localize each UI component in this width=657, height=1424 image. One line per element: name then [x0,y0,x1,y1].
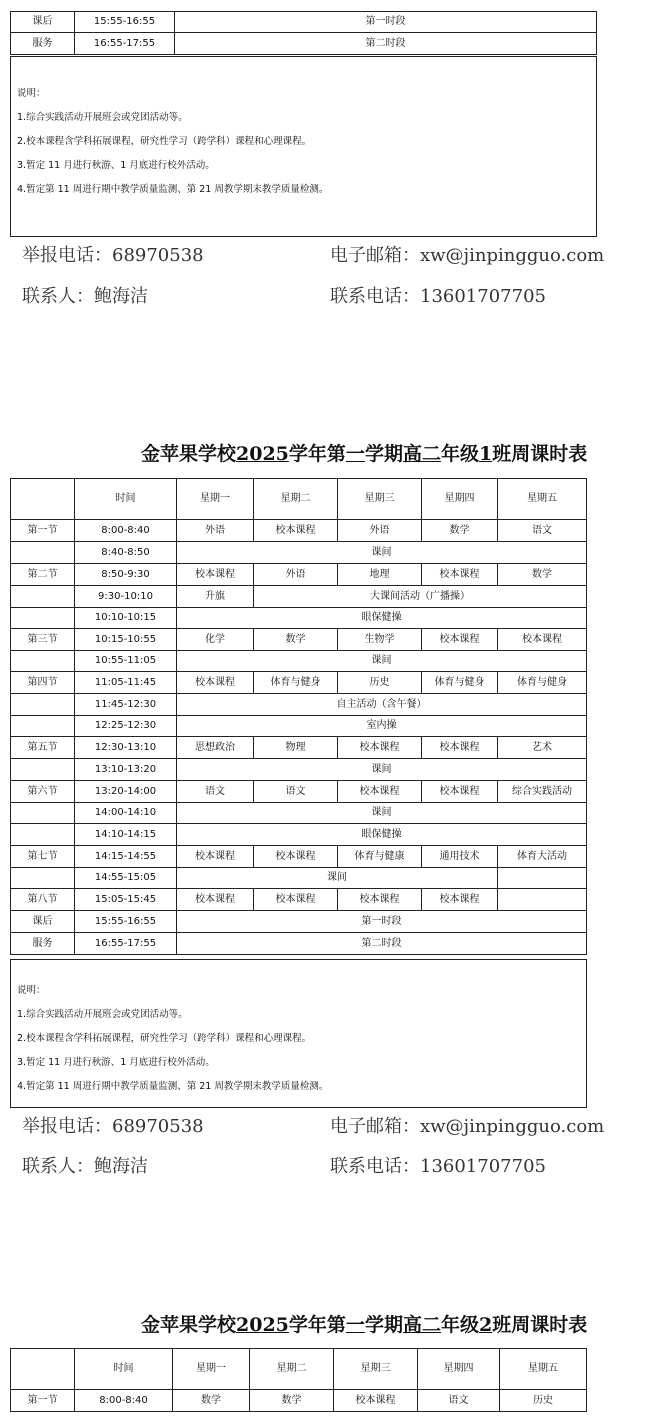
class-cell: 历史 [500,1390,587,1412]
class-cell: 数学 [254,629,338,651]
time-cell: 16:55-17:55 [75,33,175,55]
header-thursday: 星期四 [422,479,498,520]
class-cell: 校本课程 [338,737,422,759]
class-cell: 思想政治 [177,737,254,759]
contact-phone: 联系电话：13601707705 [330,286,546,307]
timetable-title: 金苹果学校2025学年第一学期高二年级2班周课时表 [141,1314,588,1336]
notes-box [10,959,587,1108]
period-cell: 第三节 [11,629,75,651]
period-cell: 第六节 [11,781,75,803]
header-monday: 星期一 [177,479,254,520]
top-schedule-fragment [10,11,597,55]
class-cell: 校本课程 [177,846,254,868]
time-cell: 10:15-10:55 [75,629,177,651]
time-cell: 15:55-16:55 [75,911,177,933]
break-cell: 自主活动（含午餐） [177,694,587,716]
break-cell: 眼保健操 [177,608,587,629]
class-cell: 校本课程 [177,889,254,911]
class-cell: 化学 [177,629,254,651]
note-item: 1.综合实践活动开展班会或党团活动等。 [17,112,188,123]
class-cell: 数学 [173,1390,250,1412]
note-item: 2.校本课程含学科拓展课程，研究性学习（跨学科）课程和心理课程。 [17,1033,312,1044]
time-cell: 15:05-15:45 [75,889,177,911]
header-tuesday: 星期二 [254,479,338,520]
break-cell: 眼保健操 [177,824,587,846]
class-cell: 体育大活动 [498,846,587,868]
period-cell: 第二节 [11,564,75,586]
time-cell: 8:40-8:50 [75,542,177,564]
period-cell [11,608,75,629]
time-cell: 13:10-13:20 [75,759,177,781]
time-cell: 8:50-9:30 [75,564,177,586]
time-cell: 16:55-17:55 [75,933,177,955]
class-cell: 校本课程 [254,889,338,911]
class-cell: 地理 [338,564,422,586]
break-cell: 课间 [177,803,587,824]
period-cell: 第一节 [11,1390,75,1412]
class-cell: 体育与健身 [254,672,338,694]
class-cell: 校本课程 [422,629,498,651]
class-cell: 体育与健身 [422,672,498,694]
class-cell: 外语 [254,564,338,586]
time-cell: 14:10-14:15 [75,824,177,846]
time-cell: 11:05-11:45 [75,672,177,694]
after-school-cell: 第一时段 [177,911,587,933]
period-cell [11,803,75,824]
period-cell: 第四节 [11,672,75,694]
period-cell: 服务 [11,33,75,55]
class-cell: 语文 [177,781,254,803]
empty-cell [498,868,587,889]
period-cell: 课后 [11,12,75,33]
class-cell: 语文 [254,781,338,803]
header-time: 时间 [75,479,177,520]
class-cell: 校本课程 [338,781,422,803]
class-cell: 校本课程 [422,564,498,586]
class-cell: 数学 [422,520,498,542]
period-cell [11,716,75,737]
class-cell: 历史 [338,672,422,694]
break-cell: 课间 [177,651,587,672]
period-cell [11,651,75,672]
break-cell: 课间 [177,759,587,781]
timetable-class-1 [10,478,587,955]
header-blank [11,479,75,520]
time-cell: 10:55-11:05 [75,651,177,672]
class-cell: 外语 [338,520,422,542]
period-cell [11,694,75,716]
class-cell: 校本课程 [498,629,587,651]
break-cell: 大课间活动（广播操） [254,586,587,608]
email: 电子邮箱：xw@jinpingguo.com [330,1116,605,1137]
after-school-cell: 第二时段 [177,933,587,955]
period-cell: 服务 [11,933,75,955]
contact-person: 联系人：鲍海洁 [22,286,148,307]
period-cell: 第五节 [11,737,75,759]
time-cell: 8:00-8:40 [75,1390,173,1412]
class-cell: 校本课程 [177,564,254,586]
note-item: 4.暂定第 11 周进行期中教学质量监测、第 21 周教学期末教学质量检测。 [17,184,329,195]
period-cell [11,868,75,889]
break-cell: 课间 [177,868,498,889]
notes-heading: 说明： [17,88,46,99]
period-cell: 第八节 [11,889,75,911]
time-cell: 12:25-12:30 [75,716,177,737]
class-cell: 语文 [498,520,587,542]
timetable-title: 金苹果学校2025学年第一学期高二年级1班周课时表 [141,443,588,465]
class-cell: 数学 [498,564,587,586]
time-cell: 15:55-16:55 [75,12,175,33]
note-item: 4.暂定第 11 周进行期中教学质量监测、第 21 周教学期末教学质量检测。 [17,1081,329,1092]
class-cell: 体育与健身 [498,672,587,694]
time-cell: 13:20-14:00 [75,781,177,803]
header-friday: 星期五 [500,1349,587,1390]
class-cell: 艺术 [498,737,587,759]
contact-phone: 联系电话：13601707705 [330,1156,546,1177]
note-item: 3.暂定 11 月进行秋游、1 月底进行校外活动。 [17,1057,215,1068]
time-cell: 14:55-15:05 [75,868,177,889]
class-cell: 校本课程 [254,846,338,868]
time-cell: 14:15-14:55 [75,846,177,868]
class-cell: 校本课程 [422,889,498,911]
period-cell: 第七节 [11,846,75,868]
time-cell: 10:10-10:15 [75,608,177,629]
period-cell: 第一节 [11,520,75,542]
email: 电子邮箱：xw@jinpingguo.com [330,245,605,266]
period-cell: 课后 [11,911,75,933]
class-cell: 生物学 [338,629,422,651]
break-cell: 室内操 [177,716,587,737]
header-friday: 星期五 [498,479,587,520]
header-monday: 星期一 [173,1349,250,1390]
class-cell: 体育与健康 [338,846,422,868]
timetable-class-2 [10,1348,587,1412]
header-time: 时间 [75,1349,173,1390]
report-phone: 举报电话：68970538 [22,1116,204,1137]
time-cell: 9:30-10:10 [75,586,177,608]
class-cell: 校本课程 [177,672,254,694]
period-cell [11,824,75,846]
header-blank [11,1349,75,1390]
time-cell: 11:45-12:30 [75,694,177,716]
header-thursday: 星期四 [418,1349,500,1390]
class-cell: 数学 [250,1390,334,1412]
period-cell [11,542,75,564]
class-cell: 校本课程 [422,737,498,759]
note-item: 2.校本课程含学科拓展课程，研究性学习（跨学科）课程和心理课程。 [17,136,312,147]
activity-cell: 第一时段 [175,12,597,33]
class-cell: 外语 [177,520,254,542]
time-cell: 12:30-13:10 [75,737,177,759]
class-cell: 综合实践活动 [498,781,587,803]
class-cell: 语文 [418,1390,500,1412]
time-cell: 14:00-14:10 [75,803,177,824]
header-wednesday: 星期三 [334,1349,418,1390]
flag-raising-cell: 升旗 [177,586,254,608]
empty-cell [498,889,587,911]
time-cell: 8:00-8:40 [75,520,177,542]
notes-heading: 说明： [17,985,46,996]
note-item: 1.综合实践活动开展班会或党团活动等。 [17,1009,188,1020]
period-cell [11,759,75,781]
header-tuesday: 星期二 [250,1349,334,1390]
header-wednesday: 星期三 [338,479,422,520]
class-cell: 校本课程 [254,520,338,542]
break-cell: 课间 [177,542,587,564]
contact-person: 联系人：鲍海洁 [22,1156,148,1177]
report-phone: 举报电话：68970538 [22,245,204,266]
activity-cell: 第二时段 [175,33,597,55]
period-cell [11,586,75,608]
notes-box [10,56,597,237]
class-cell: 物理 [254,737,338,759]
note-item: 3.暂定 11 月进行秋游、1 月底进行校外活动。 [17,160,215,171]
class-cell: 通用技术 [422,846,498,868]
class-cell: 校本课程 [338,889,422,911]
class-cell: 校本课程 [334,1390,418,1412]
class-cell: 校本课程 [422,781,498,803]
